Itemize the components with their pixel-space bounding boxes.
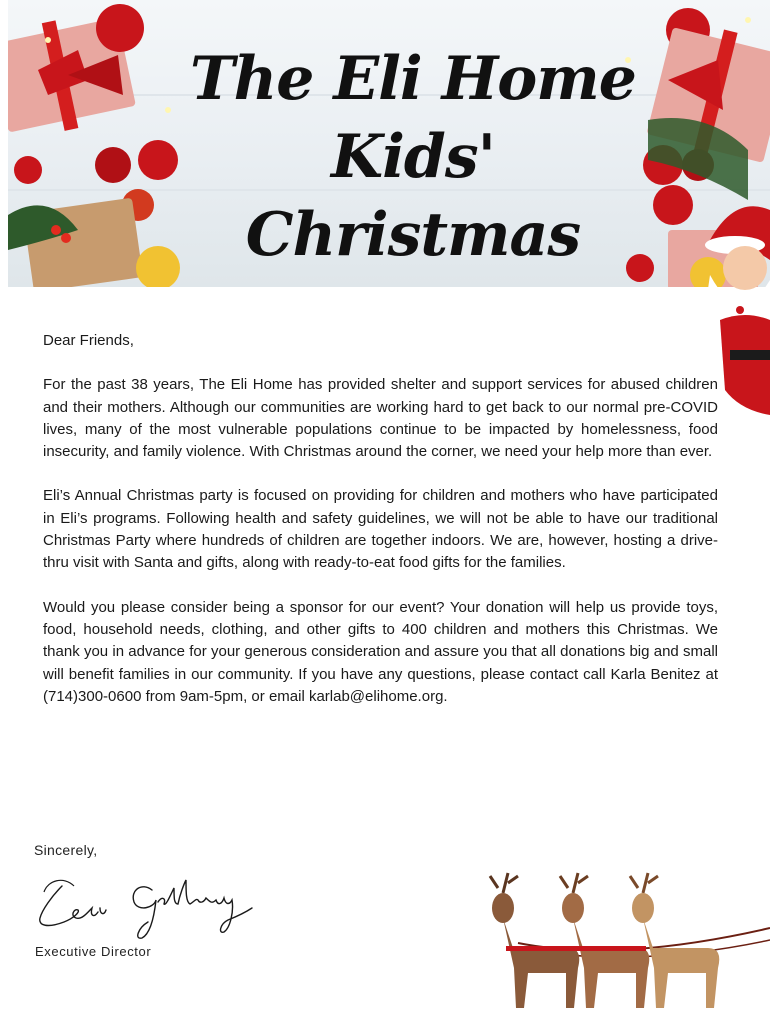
letter-body [43,330,718,730]
letter-paragraph-3: Would you please consider being a sponsor for our event? Your donation will help us provide toys, food, household needs, clothing, and other gifts to 400 children and mothers this Christmas. We thank you in advance for your generous consideration and assure you that all donations big and small will benefit families in our community. If you have any questions, please contact call Karla Benitez at (714)300-0600 from 9am-5pm, or email karlab@elihome.org. [43,598,718,705]
closing-valediction: Sincerely, [34,842,98,858]
signer-title: Executive Director [35,944,152,959]
banner-title-line-2: Kids' Christmas [245,122,581,270]
letter-paragraph-1: For the past 38 years, The Eli Home has provided shelter and support services for abused children and their mothers. Although our communities are working hard to get back to our normal pre-COVID lives, many of the most vulnerable populations continue to be impacted by homelessness, food insecurity, and family violence. With Christmas around the corner, we need your help more than ever. [43,376,718,461]
letter-greeting: Dear Friends, [43,332,134,349]
banner-title-line-1: The Eli Home [190,44,636,114]
letter-paragraph-2: Eli’s Annual Christmas party is focused on providing for children and mothers who have participated in Eli’s programs. Following health and safety guidelines, we will not be able to have our traditional Christmas Party where hundreds of children are together indoors. We are, however, hosting a drive-thru visit with Santa and gifts, along with ready-to-eat food gifts for the families. [43,487,718,572]
header-banner [8,0,770,287]
handwritten-signature [34,872,254,942]
reindeer-illustration [468,868,770,1018]
banner-title [178,40,648,274]
